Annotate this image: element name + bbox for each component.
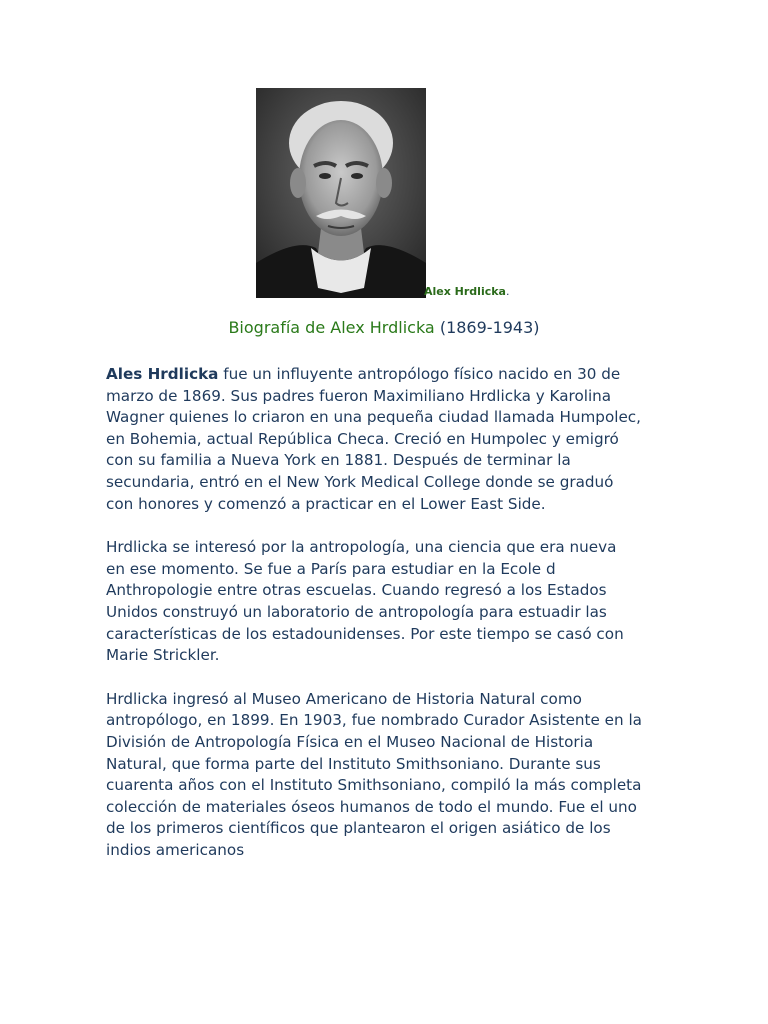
text-line: División de Antropología Física en el Museo Nacional de Historia — [106, 732, 594, 751]
text-line: Anthropologie entre otras escuelas. Cuando regresó a los Estados — [106, 581, 607, 600]
lead-name: Ales Hrdlicka — [106, 365, 219, 383]
text-line: cuarenta años con el Instituto Smithsoniano, compiló la más completa — [106, 776, 642, 795]
text-line: Hrdlicka ingresó al Museo Americano de Historia Natural como — [106, 689, 582, 708]
text-line: secundaria, entró en el New York Medical College donde se graduó — [106, 472, 614, 491]
text-line: Wagner quienes lo criaron en una pequeña ciudad llamada Humpolec, — [106, 408, 641, 427]
text-line: de los primeros científicos que plantearon el origen asiático de los — [106, 819, 611, 838]
text-line: Natural, que forma parte del Instituto Smithsoniano. Durante sus — [106, 754, 601, 773]
page-title — [0, 318, 768, 337]
paragraph-3 — [106, 689, 666, 862]
text-line: indios americanos — [106, 840, 245, 859]
caption-name: Alex Hrdlicka — [424, 285, 506, 298]
text-line: en ese momento. Se fue a París para estudiar en la Ecole d — [106, 559, 556, 578]
text-line: características de los estadounidenses. Por este tiempo se casó con — [106, 624, 624, 643]
title-text: Biografía de Alex Hrdlicka — [228, 318, 435, 337]
paragraph-1 — [106, 364, 666, 515]
title-years: (1869-1943) — [439, 318, 540, 337]
text-line: con honores y comenzó a practicar en el Lower East Side. — [106, 494, 546, 513]
text-line: con su familia a Nueva York en 1881. Después de terminar la — [106, 451, 571, 470]
text-line: Unidos construyó un laboratorio de antropología para estuadir las — [106, 602, 607, 621]
paragraph-2 — [106, 537, 666, 667]
caption-suffix: . — [505, 285, 510, 298]
text-line: colección de materiales óseos humanos de todo el mundo. Fue el uno — [106, 797, 637, 816]
photo-caption — [424, 285, 509, 298]
biography-body — [106, 364, 666, 883]
text-line: Hrdlicka se interesó por la antropología, una ciencia que era nueva — [106, 538, 617, 557]
text-line: antropólogo, en 1899. En 1903, fue nombrado Curador Asistente en la — [106, 711, 642, 730]
text-line — [106, 364, 666, 386]
line-text: fue un influyente antropólogo físico nacido en 30 de — [218, 365, 621, 383]
portrait-illustration — [256, 88, 426, 298]
portrait-photo — [256, 88, 426, 298]
text-line: marzo de 1869. Sus padres fueron Maximiliano Hrdlicka y Karolina — [106, 386, 612, 405]
text-line: Marie Strickler. — [106, 646, 220, 665]
text-line: en Bohemia, actual República Checa. Creció en Humpolec y emigró — [106, 429, 619, 448]
